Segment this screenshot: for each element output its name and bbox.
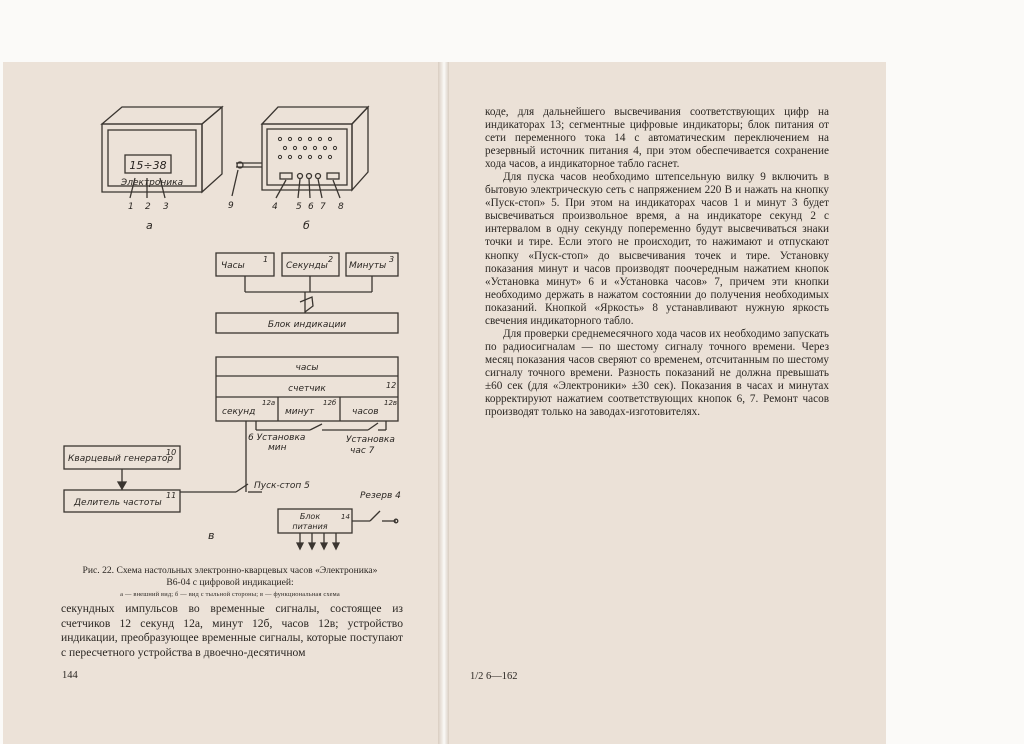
switch-set-hours-2: час 7: [350, 446, 375, 456]
block-divider-num: 11: [166, 491, 177, 500]
callout-4: 4: [272, 202, 278, 212]
cell-minutes: минут: [285, 407, 315, 417]
switch-set-minutes: 6 Установка: [248, 433, 306, 443]
callout-7: 7: [320, 202, 326, 212]
cell-seconds: секунд: [222, 407, 256, 417]
right-paragraph-2: Для пуска часов необходимо штепсельную вилку 9 включить в бытовую электрическую сеть с напряжением 220 В и нажать на кнопку «Пуск-стоп» 5. При этом на индикаторах часов 1 и минут 3 будет высвечиваться произвольное время, а на индикаторе секунд 2 с интервалом в одну секунду попеременно будут высвечиваться знаки точки и тире. Если этого не происходит, то нажимают и отпускают кнопку «Пуск-стоп» до высвечивания точек и тире. Установку показания минут и часов производят поочередным нажатием кнопок «Установка минут» 6 и «Установка часов» 7, причем эти кнопки необходимо держать в нажатом состоянии до получения необходимых показаний. Кнопкой «Яркость» 8 устанавливают нужную яркость свечения индикаторного табло.: [485, 171, 829, 327]
block-minutes: Минуты: [349, 261, 387, 271]
right-paragraph-3: Для проверки среднемесячного хода часов их необходимо запускать по радиосигналам — по шестому сигналу точного времени. Через месяц показания часов сверяют со временем, отсчитанным по шестому сигналу точного времени. Разность показаний не должна превышать ±60 сек (для «Электроники» ±30 сек). Показания в часах и минутах корректируют нажатием соответствующих кнопок 6, 7. Ремонт часов производят только на заводах-изготовителях.: [485, 327, 829, 419]
view-v-letter: в: [208, 529, 215, 542]
caption-line-3: а — внешний вид; б — вид с тыльной стороны; в — функциональная схема: [120, 591, 340, 598]
callout-1: 1: [128, 202, 134, 212]
cell-seconds-num: 12а: [262, 399, 276, 407]
switch-set-minutes-2: мин: [268, 443, 287, 453]
switch-reserve: Резерв 4: [360, 491, 401, 501]
switch-set-hours: Установка: [346, 435, 395, 445]
block-seconds-num: 2: [328, 255, 334, 264]
callout-8: 8: [338, 202, 344, 212]
block-indication: Блок индикации: [267, 320, 347, 330]
power-line-1: Блок: [299, 512, 321, 521]
cell-minutes-num: 12б: [323, 399, 337, 407]
block-quartz-num: 10: [166, 448, 177, 457]
counter-label: счетчик: [288, 384, 326, 394]
callout-6: 6: [308, 202, 314, 212]
power-num: 14: [341, 513, 350, 521]
figure-caption: [62, 565, 398, 599]
callout-2: 2: [145, 202, 151, 212]
block-quartz: Кварцевый генератор: [68, 454, 174, 464]
callout-5: 5: [296, 202, 302, 212]
block-hours: Часы: [221, 261, 245, 271]
view-a-letter: а: [146, 219, 153, 232]
block-minutes-num: 3: [389, 255, 395, 264]
cell-hours-num: 12в: [384, 399, 398, 407]
display-digits: 15÷38: [129, 159, 167, 172]
brand-label: Электроника: [120, 178, 184, 188]
view-b-letter: б: [303, 219, 310, 232]
block-hours-num: 1: [263, 255, 269, 264]
caption-line-2: В6-04 с цифровой индикацией:: [166, 577, 294, 588]
cell-hours: часов: [352, 407, 379, 417]
callout-3: 3: [163, 202, 169, 212]
block-seconds: Секунды: [286, 261, 328, 271]
page-number-left: 144: [62, 670, 78, 681]
block-divider: Делитель частоты: [74, 498, 162, 508]
left-body-text: [61, 602, 403, 660]
counter-num: 12: [386, 381, 397, 390]
figure-22: [0, 0, 440, 560]
caption-line-1: Рис. 22. Схема настольных электронно-кварцевых часов «Электроника»: [82, 565, 378, 576]
right-paragraph-1: коде, для дальнейшего высвечивания соответствующих цифр на индикаторах 13; сегментные цифровые индикаторы; блок питания от сети переменного тока 14 с автоматическим переключением на резервный источник питания 4, при этом обеспечивается сохранение хода часов, а индикаторное табло гаснет.: [485, 106, 829, 171]
right-body-text: [485, 106, 829, 419]
counter-top: часы: [295, 363, 319, 373]
switch-start-stop: Пуск-стоп 5: [254, 481, 310, 491]
signature-mark: 1/2 6—162: [470, 671, 518, 682]
callout-9: 9: [228, 201, 234, 211]
left-paragraph: секундных импульсов во временные сигналы, состоящее из счетчиков 12 секунд 12а, минут 12б, часов 12в; устройство индикации, преобразующее временные сигналы, которые поступают с пересчетного устройства в двоечно-десятичном: [61, 602, 403, 659]
power-line-2: питания: [292, 522, 328, 531]
